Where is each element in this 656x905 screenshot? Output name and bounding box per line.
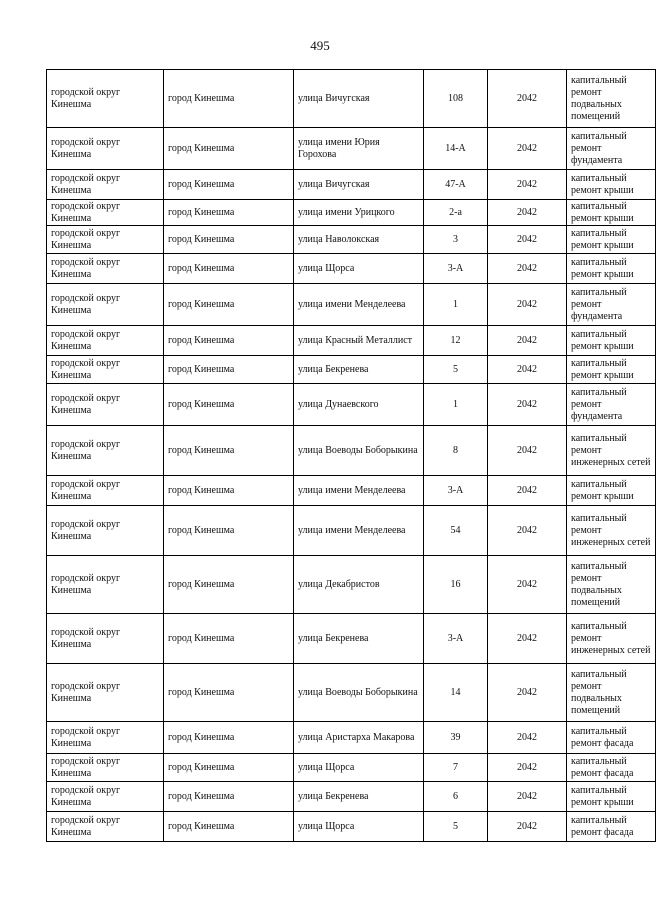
work-cell: капитальный ремонт подвальных помещений: [567, 70, 656, 128]
table-row: [47, 506, 656, 556]
house-cell: 54: [424, 506, 488, 556]
city-cell: город Кинешма: [164, 476, 294, 506]
street-cell: улица Наволокская: [294, 226, 424, 254]
house-cell: 3-А: [424, 476, 488, 506]
table-row: [47, 754, 656, 782]
house-cell: 39: [424, 722, 488, 754]
street-cell: улица имени Менделеева: [294, 506, 424, 556]
year-cell: 2042: [488, 170, 567, 200]
work-cell: капитальный ремонт крыши: [567, 356, 656, 384]
district-cell: городской округ Кинешма: [47, 326, 164, 356]
district-cell: городской округ Кинешма: [47, 384, 164, 426]
street-cell: улица Бекренева: [294, 782, 424, 812]
district-cell: городской округ Кинешма: [47, 506, 164, 556]
house-cell: 47-А: [424, 170, 488, 200]
table-row: [47, 476, 656, 506]
year-cell: 2042: [488, 664, 567, 722]
table-body: [47, 70, 656, 842]
work-cell: капитальный ремонт фасада: [567, 722, 656, 754]
table-row: [47, 70, 656, 128]
city-cell: город Кинешма: [164, 754, 294, 782]
city-cell: город Кинешма: [164, 70, 294, 128]
district-cell: городской округ Кинешма: [47, 664, 164, 722]
year-cell: 2042: [488, 426, 567, 476]
city-cell: город Кинешма: [164, 356, 294, 384]
work-cell: капитальный ремонт подвальных помещений: [567, 664, 656, 722]
house-cell: 3-А: [424, 254, 488, 284]
street-cell: улица Щорса: [294, 754, 424, 782]
house-cell: 8: [424, 426, 488, 476]
district-cell: городской округ Кинешма: [47, 226, 164, 254]
year-cell: 2042: [488, 254, 567, 284]
table-row: [47, 254, 656, 284]
city-cell: город Кинешма: [164, 254, 294, 284]
street-cell: улица Аристарха Макарова: [294, 722, 424, 754]
district-cell: городской округ Кинешма: [47, 284, 164, 326]
district-cell: городской округ Кинешма: [47, 722, 164, 754]
table-row: [47, 200, 656, 226]
street-cell: улица Декабристов: [294, 556, 424, 614]
work-cell: капитальный ремонт фундамента: [567, 128, 656, 170]
district-cell: городской округ Кинешма: [47, 170, 164, 200]
house-cell: 108: [424, 70, 488, 128]
year-cell: 2042: [488, 782, 567, 812]
repair-schedule-table: [46, 69, 656, 842]
district-cell: городской округ Кинешма: [47, 200, 164, 226]
work-cell: капитальный ремонт инженерных сетей: [567, 506, 656, 556]
district-cell: городской округ Кинешма: [47, 426, 164, 476]
table-row: [47, 426, 656, 476]
table-row: [47, 614, 656, 664]
house-cell: 5: [424, 356, 488, 384]
year-cell: 2042: [488, 556, 567, 614]
work-cell: капитальный ремонт крыши: [567, 226, 656, 254]
street-cell: улица Щорса: [294, 254, 424, 284]
table-row: [47, 384, 656, 426]
year-cell: 2042: [488, 384, 567, 426]
year-cell: 2042: [488, 754, 567, 782]
year-cell: 2042: [488, 284, 567, 326]
year-cell: 2042: [488, 326, 567, 356]
year-cell: 2042: [488, 226, 567, 254]
street-cell: улица Красный Металлист: [294, 326, 424, 356]
work-cell: капитальный ремонт фундамента: [567, 384, 656, 426]
district-cell: городской округ Кинешма: [47, 754, 164, 782]
work-cell: капитальный ремонт крыши: [567, 782, 656, 812]
work-cell: капитальный ремонт крыши: [567, 476, 656, 506]
district-cell: городской округ Кинешма: [47, 128, 164, 170]
house-cell: 1: [424, 284, 488, 326]
work-cell: капитальный ремонт инженерных сетей: [567, 426, 656, 476]
city-cell: город Кинешма: [164, 284, 294, 326]
city-cell: город Кинешма: [164, 664, 294, 722]
city-cell: город Кинешма: [164, 200, 294, 226]
street-cell: улица Воеводы Боборыкина: [294, 426, 424, 476]
city-cell: город Кинешма: [164, 782, 294, 812]
year-cell: 2042: [488, 356, 567, 384]
table-row: [47, 812, 656, 842]
year-cell: 2042: [488, 476, 567, 506]
house-cell: 7: [424, 754, 488, 782]
work-cell: капитальный ремонт инженерных сетей: [567, 614, 656, 664]
district-cell: городской округ Кинешма: [47, 356, 164, 384]
house-cell: 5: [424, 812, 488, 842]
work-cell: капитальный ремонт фундамента: [567, 284, 656, 326]
city-cell: город Кинешма: [164, 384, 294, 426]
table-row: [47, 326, 656, 356]
year-cell: 2042: [488, 722, 567, 754]
year-cell: 2042: [488, 70, 567, 128]
street-cell: улица Вичугская: [294, 170, 424, 200]
district-cell: городской округ Кинешма: [47, 476, 164, 506]
street-cell: улица имени Менделеева: [294, 476, 424, 506]
city-cell: город Кинешма: [164, 326, 294, 356]
district-cell: городской округ Кинешма: [47, 782, 164, 812]
house-cell: 6: [424, 782, 488, 812]
work-cell: капитальный ремонт фасада: [567, 812, 656, 842]
city-cell: город Кинешма: [164, 170, 294, 200]
work-cell: капитальный ремонт крыши: [567, 170, 656, 200]
district-cell: городской округ Кинешма: [47, 556, 164, 614]
work-cell: капитальный ремонт крыши: [567, 326, 656, 356]
street-cell: улица Вичугская: [294, 70, 424, 128]
table-row: [47, 226, 656, 254]
city-cell: город Кинешма: [164, 426, 294, 476]
table-row: [47, 664, 656, 722]
street-cell: улица имени Менделеева: [294, 284, 424, 326]
table-row: [47, 356, 656, 384]
city-cell: город Кинешма: [164, 556, 294, 614]
house-cell: 2-а: [424, 200, 488, 226]
year-cell: 2042: [488, 200, 567, 226]
work-cell: капитальный ремонт крыши: [567, 254, 656, 284]
table-row: [47, 722, 656, 754]
street-cell: улица имени Урицкого: [294, 200, 424, 226]
city-cell: город Кинешма: [164, 722, 294, 754]
street-cell: улица Щорса: [294, 812, 424, 842]
district-cell: городской округ Кинешма: [47, 614, 164, 664]
year-cell: 2042: [488, 506, 567, 556]
house-cell: 3-А: [424, 614, 488, 664]
house-cell: 14-А: [424, 128, 488, 170]
city-cell: город Кинешма: [164, 226, 294, 254]
district-cell: городской округ Кинешма: [47, 812, 164, 842]
city-cell: город Кинешма: [164, 812, 294, 842]
street-cell: улица Дунаевского: [294, 384, 424, 426]
street-cell: улица Воеводы Боборыкина: [294, 664, 424, 722]
work-cell: капитальный ремонт фасада: [567, 754, 656, 782]
year-cell: 2042: [488, 614, 567, 664]
table-row: [47, 782, 656, 812]
city-cell: город Кинешма: [164, 614, 294, 664]
house-cell: 14: [424, 664, 488, 722]
page-number: 495: [310, 38, 330, 53]
table-row: [47, 170, 656, 200]
work-cell: капитальный ремонт крыши: [567, 200, 656, 226]
house-cell: 12: [424, 326, 488, 356]
city-cell: город Кинешма: [164, 128, 294, 170]
district-cell: городской округ Кинешма: [47, 254, 164, 284]
work-cell: капитальный ремонт подвальных помещений: [567, 556, 656, 614]
house-cell: 3: [424, 226, 488, 254]
house-cell: 1: [424, 384, 488, 426]
district-cell: городской округ Кинешма: [47, 70, 164, 128]
year-cell: 2042: [488, 812, 567, 842]
table-row: [47, 128, 656, 170]
house-cell: 16: [424, 556, 488, 614]
street-cell: улица Бекренева: [294, 614, 424, 664]
street-cell: улица Бекренева: [294, 356, 424, 384]
table-row: [47, 556, 656, 614]
street-cell: улица имени Юрия Горохова: [294, 128, 424, 170]
table-row: [47, 284, 656, 326]
year-cell: 2042: [488, 128, 567, 170]
city-cell: город Кинешма: [164, 506, 294, 556]
